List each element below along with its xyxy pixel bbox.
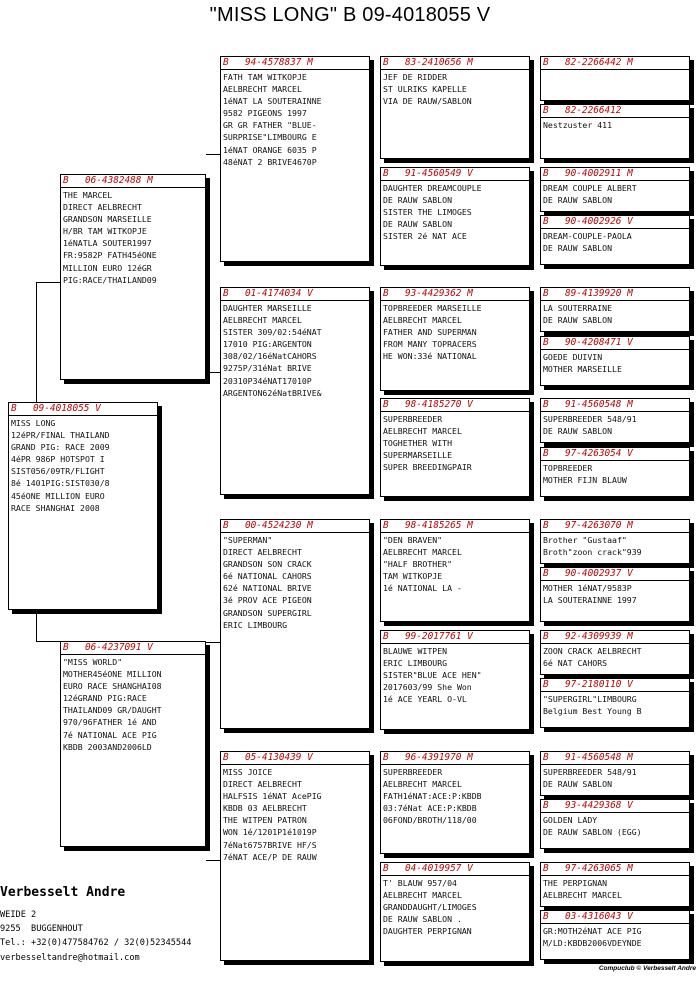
pigeon-ring: 98-4185270 V (405, 399, 473, 410)
pigeon-ring: 83-2410656 M (405, 57, 473, 68)
pigeon-note-line: T' BLAUW 957/04 (383, 878, 457, 888)
owner-phone: Tel.: +32(0)477584762 / 32(0)52345544 (0, 938, 192, 949)
pigeon-card-sds (380, 287, 530, 391)
pigeon-note-line: DAUGHTER MARSEILLE (223, 303, 312, 313)
pigeon-sex: B (383, 520, 389, 531)
pigeon-card-g5 (540, 287, 690, 332)
pigeon-notes (541, 644, 689, 669)
connector-line (36, 282, 37, 404)
pigeon-notes (541, 533, 689, 558)
pigeon-ring: 90-4002911 M (565, 168, 633, 179)
owner-address: WEIDE 2 (0, 910, 37, 920)
pigeon-note-line: DREAM COUPLE ALBERT (543, 183, 637, 193)
pigeon-ring: 90-4208471 V (565, 337, 633, 348)
pigeon-notes (9, 416, 157, 514)
pigeon-note-line: DAUGHTER PERPIGNAN (383, 926, 472, 937)
pigeon-header (381, 631, 529, 644)
pigeon-note-line: 4éPR 986P HOTSPOT I (11, 454, 105, 465)
pigeon-sex: B (543, 863, 549, 874)
owner-contact (0, 908, 191, 965)
pigeon-sex: B (383, 399, 389, 410)
pigeon-ring: 01-4174034 V (245, 288, 313, 299)
pigeon-note-line: AELBRECHT MARCEL (223, 315, 302, 326)
pigeon-header (381, 168, 529, 181)
pigeon-note-line: SUPERBREEDER 548/91 (543, 414, 637, 424)
pigeon-note-line: EURO RACE SHANGHAI08 (63, 681, 162, 692)
pigeon-sex: B (543, 337, 549, 348)
pigeon-note-line: 7éNat6757BRIVE HF/S (223, 839, 317, 850)
pigeon-note-line: DE RAUW SABLON (543, 426, 613, 437)
pigeon-notes (541, 412, 689, 437)
pigeon-note-line: 48éNAT 2 BRIVE4670P (223, 156, 317, 167)
pigeon-ring: 99-2017761 V (405, 631, 473, 642)
pigeon-note-line: SUPERBREEDER (383, 767, 443, 777)
pigeon-note-line: DE RAUW SABLON (383, 219, 453, 230)
pigeon-note-line: SISTER 309/02:54éNAT (223, 327, 322, 338)
pigeon-card-sire (60, 174, 206, 380)
pigeon-card-dam (60, 641, 206, 847)
owner-city: 9255 BUGGENHOUT (0, 924, 83, 935)
pigeon-note-line: FATH TAM WITKOPJE (223, 72, 307, 82)
pigeon-header (381, 57, 529, 70)
pigeon-note-line: ERIC LIMBOURG (223, 619, 288, 630)
pigeon-ring: 06-4382488 M (85, 175, 153, 186)
pigeon-notes (541, 70, 689, 71)
pigeon-header (541, 800, 689, 813)
pigeon-header (541, 288, 689, 301)
pigeon-card-g3 (540, 167, 690, 212)
pigeon-card-g1 (540, 56, 690, 101)
pigeon-note-line: TOGHETHER WITH (383, 438, 453, 449)
pigeon-notes (381, 533, 529, 594)
pigeon-sex: B (223, 288, 229, 299)
pigeon-note-line: GRANDSON SUPERGIRL (223, 607, 312, 618)
pigeon-header (541, 168, 689, 181)
pigeon-note-line: THE PERPIGNAN (543, 878, 608, 888)
pigeon-sex: B (383, 631, 389, 642)
pigeon-sex: B (543, 57, 549, 68)
pigeon-card-g2 (540, 104, 690, 159)
pigeon-card-sss (380, 56, 530, 159)
pigeon-notes (541, 924, 689, 949)
pigeon-ring: 93-4429368 V (565, 800, 633, 811)
pigeon-sex: B (223, 57, 229, 68)
pigeon-ring: 98-4185265 M (405, 520, 473, 531)
pigeon-ring: 97-2180110 V (565, 679, 633, 690)
pigeon-note-line: KBDB 03 AELBRECHT (223, 803, 307, 814)
page-title: "MISS LONG" B 09-4018055 V (209, 4, 491, 26)
pigeon-note-line: RACE SHANGHAI 2008 (11, 502, 100, 513)
pigeon-card-sdd (380, 398, 530, 497)
pigeon-note-line: PIG:RACE/THAILAND09 (63, 274, 157, 285)
pigeon-card-g14 (540, 799, 690, 849)
pigeon-header (221, 520, 369, 533)
pigeon-note-line: 03:7éNat ACE:P:KBDB (383, 803, 477, 814)
pigeon-card-g9 (540, 519, 690, 564)
pigeon-note-line: 8é 1401PIG:SIST030/8 (11, 478, 110, 489)
pigeon-note-line: "HALF BROTHER" (383, 559, 453, 570)
pigeon-header (381, 288, 529, 301)
pigeon-note-line: FATH1éNAT:ACE:P:KBDB (383, 791, 482, 802)
pigeon-header (541, 337, 689, 350)
pigeon-notes (541, 692, 689, 717)
pigeon-header (221, 752, 369, 765)
pigeon-note-line: KBDB 2003AND2006LD (63, 741, 152, 752)
pigeon-card-g13 (540, 751, 690, 796)
pigeon-notes (221, 301, 369, 399)
pigeon-note-line: 9275P/31éNat BRIVE (223, 363, 312, 374)
pigeon-header (61, 642, 205, 655)
pigeon-notes (541, 461, 689, 486)
pigeon-sex: B (383, 288, 389, 299)
pigeon-ring: 91-4560548 M (565, 399, 633, 410)
pigeon-note-line: HE WON:33é NATIONAL (383, 351, 477, 362)
pigeon-note-line: JEF DE RIDDER (383, 72, 448, 82)
copyright: Compuclub © Verbesselt Andre (598, 965, 696, 972)
pigeon-header (9, 403, 157, 416)
pigeon-note-line: 06FOND/BROTH/118/00 (383, 815, 477, 826)
pigeon-note-line: SIST056/09TR/FLIGHT (11, 466, 105, 477)
pigeon-sex: B (383, 57, 389, 68)
pigeon-header (541, 631, 689, 644)
pigeon-header (541, 448, 689, 461)
pigeon-note-line: 20310P34éNAT17010P (223, 375, 312, 386)
pigeon-sex: B (543, 568, 549, 579)
pigeon-notes (381, 876, 529, 937)
pigeon-note-line: DE RAUW SABLON . (383, 914, 462, 925)
pigeon-note-line: MOTHER MARSEILLE (543, 364, 622, 375)
pigeon-header (221, 288, 369, 301)
pigeon-note-line: DE RAUW SABLON (543, 779, 613, 790)
pigeon-note-line: AELBRECHT MARCEL (383, 315, 462, 326)
pigeon-note-line: SURPRISE"LIMBOURG E (223, 132, 317, 143)
connector-line (206, 860, 220, 861)
pigeon-note-line: DIRECT AELBRECHT (223, 547, 302, 558)
pigeon-sex: B (543, 631, 549, 642)
pigeon-ring: 97-4263070 M (565, 520, 633, 531)
pigeon-note-line: ARGENTON62éNatBRIVE& (223, 387, 322, 398)
pigeon-notes (541, 765, 689, 790)
pigeon-note-line: M/LD:KBDB2006VDEYNDE (543, 938, 642, 949)
pigeon-note-line: "SUPERGIRL"LIMBOURG (543, 694, 637, 704)
pigeon-note-line: 17010 PIG:ARGENTON (223, 339, 312, 350)
pigeon-header (541, 520, 689, 533)
owner-email[interactable]: verbesseltandre@hotmail.com (0, 952, 140, 963)
pigeon-notes (381, 70, 529, 107)
pigeon-note-line: H/BR TAM WITKOPJE (63, 226, 147, 237)
pigeon-notes (381, 301, 529, 362)
pigeon-note-line: GOLDEN LADY (543, 815, 598, 825)
pigeon-note-line: 62é NATIONAL BRIVE (223, 583, 312, 594)
pigeon-notes (381, 644, 529, 705)
pigeon-notes (61, 655, 205, 753)
connector-line (206, 372, 220, 373)
pigeon-header (381, 399, 529, 412)
pigeon-header (221, 57, 369, 70)
pigeon-note-line: 6é NAT CAHORS (543, 658, 608, 669)
pigeon-note-line: 9582 PIGEONS 1997 (223, 108, 307, 119)
pigeon-sex: B (11, 403, 17, 414)
pigeon-note-line: THE WITPEN PATRON (223, 815, 307, 826)
pigeon-note-line: GOEDE DUIVIN (543, 352, 603, 362)
pigeon-note-line: "SUPERMAN" (223, 535, 273, 545)
pigeon-note-line: MOTHER 1éNAT/9583P (543, 583, 632, 593)
pigeon-sex: B (543, 288, 549, 299)
pigeon-header (541, 57, 689, 70)
pigeon-ring: 00-4524230 M (245, 520, 313, 531)
pigeon-note-line: 7éNAT ACE/P DE RAUW (223, 851, 317, 862)
pigeon-notes (61, 188, 205, 286)
pigeon-ring: 06-4237091 V (85, 642, 153, 653)
pigeon-note-line: DE RAUW SABLON (EGG) (543, 827, 642, 838)
pigeon-card-g6 (540, 336, 690, 386)
pigeon-header (541, 105, 689, 118)
pigeon-note-line: ERIC LIMBOURG (383, 658, 448, 669)
pigeon-notes (541, 813, 689, 838)
pigeon-note-line: GR GR FATHER "BLUE- (223, 120, 317, 131)
pigeon-ring: 97-4263065 M (565, 863, 633, 874)
pigeon-note-line: THAILAND09 GR/DAUGHT (63, 705, 162, 716)
pigeon-note-line: FATHER AND SUPERMAN (383, 327, 477, 338)
pigeon-note-line: SISTER THE LIMOGES (383, 207, 472, 218)
pigeon-notes (541, 229, 689, 254)
pigeon-notes (541, 581, 689, 606)
connector-line (36, 608, 37, 642)
pigeon-note-line: AELBRECHT MARCEL (383, 779, 462, 790)
pigeon-header (61, 175, 205, 188)
pigeon-sex: B (543, 800, 549, 811)
pigeon-note-line: SISTER 2é NAT ACE (383, 231, 467, 242)
pigeon-header (541, 752, 689, 765)
pigeon-card-g7 (540, 398, 690, 443)
pigeon-note-line: SUPERBREEDER (383, 414, 443, 424)
pigeon-note-line: 3é PROV ACE PIGEON (223, 595, 312, 606)
pigeon-note-line: DREAM-COUPLE-PAOLA (543, 231, 632, 241)
pigeon-ring: 96-4391970 M (405, 752, 473, 763)
connector-line (36, 282, 60, 283)
pigeon-notes (541, 181, 689, 206)
pigeon-note-line: DE RAUW SABLON (383, 195, 453, 206)
pigeon-sex: B (223, 752, 229, 763)
pigeon-card-ss (220, 56, 370, 262)
pigeon-note-line: "DEN BRAVEN" (383, 535, 443, 545)
pigeon-card-g16 (540, 910, 690, 960)
pigeon-card-dd (220, 751, 370, 961)
pigeon-note-line: Brother "Gustaaf" (543, 535, 627, 545)
pigeon-note-line: 12éPR/FINAL THAILAND (11, 430, 110, 441)
connector-line (36, 641, 60, 642)
pigeon-note-line: TOPBREEDER (543, 463, 593, 473)
pigeon-card-dss (380, 519, 530, 622)
pigeon-note-line: AELBRECHT MARCEL (383, 890, 462, 901)
pigeon-card-dsd (380, 630, 530, 730)
pigeon-header (541, 911, 689, 924)
pigeon-sex: B (543, 911, 549, 922)
pigeon-card-ddd (380, 862, 530, 962)
pigeon-note-line: THE MARCEL (63, 190, 113, 200)
pigeon-card-g15 (540, 862, 690, 907)
pigeon-ring: 04-4019957 V (405, 863, 473, 874)
pigeon-note-line: DIRECT AELBRECHT (63, 202, 142, 213)
pigeon-header (541, 568, 689, 581)
pigeon-notes (221, 70, 369, 168)
pigeon-sex: B (223, 520, 229, 531)
pigeon-sex: B (543, 105, 549, 116)
pigeon-sex: B (63, 642, 69, 653)
pigeon-notes (381, 765, 529, 826)
pigeon-note-line: GRANDSON MARSEILLE (63, 214, 152, 225)
pigeon-note-line: Nestzuster 411 (543, 120, 613, 130)
pigeon-card-sd (220, 287, 370, 495)
pigeon-note-line: SISTER"BLUE ACE HEN" (383, 670, 482, 681)
pigeon-card-ds (220, 519, 370, 729)
pigeon-ring: 03-4316043 V (565, 911, 633, 922)
pigeon-note-line: 12éGRAND PIG:RACE (63, 693, 147, 704)
owner-name: Verbesselt Andre (0, 885, 126, 900)
pigeon-note-line: FR:9582P FATH45éONE (63, 250, 157, 261)
connector-line (206, 642, 220, 643)
pigeon-header (381, 520, 529, 533)
pigeon-note-line: MISS LONG (11, 418, 56, 428)
pigeon-note-line: 2017603/99 She Won (383, 682, 472, 693)
pigeon-notes (221, 533, 369, 631)
pigeon-note-line: GR:MOTH2éNAT ACE PIG (543, 926, 642, 936)
pigeon-card-g10 (540, 567, 690, 622)
pigeon-sex: B (383, 168, 389, 179)
pigeon-note-line: GRANDDAUGHT/LIMOGES (383, 902, 477, 913)
pigeon-ring: 93-4429362 M (405, 288, 473, 299)
pigeon-note-line: 1éNAT LA SOUTERAINNE (223, 96, 322, 107)
pigeon-notes (541, 350, 689, 375)
pigeon-ring: 09-4018055 V (33, 403, 101, 414)
pigeon-sex: B (543, 448, 549, 459)
pigeon-note-line: ZOON CRACK AELBRECHT (543, 646, 642, 656)
pigeon-sex: B (383, 863, 389, 874)
pigeon-note-line: Broth"zoon crack"939 (543, 547, 642, 558)
pigeon-header (541, 216, 689, 229)
pigeon-note-line: 1éNAT ORANGE 6035 P (223, 144, 317, 155)
pigeon-note-line: DE RAUW SABLON (543, 195, 613, 206)
pigeon-note-line: MOTHER45éONE MILLION (63, 669, 162, 680)
pigeon-note-line: AELBRECHT MARCEL (383, 426, 462, 437)
pigeon-sex: B (543, 752, 549, 763)
pigeon-note-line: TOPBREEDER MARSEILLE (383, 303, 482, 313)
pigeon-note-line: 308/02/16éNatCAHORS (223, 351, 317, 362)
pigeon-note-line: DE RAUW SABLON (543, 315, 613, 326)
pigeon-ring: 92-4309939 M (565, 631, 633, 642)
pigeon-notes (381, 412, 529, 473)
pigeon-note-line: MOTHER FIJN BLAUW (543, 475, 627, 486)
pigeon-note-line: 1é ACE YEARL O-VL (383, 694, 467, 705)
pigeon-notes (381, 181, 529, 242)
pigeon-sex: B (543, 168, 549, 179)
pigeon-note-line: 6é NATIONAL CAHORS (223, 571, 312, 582)
pigeon-sex: B (63, 175, 69, 186)
pigeon-ring: 90-4002926 V (565, 216, 633, 227)
pigeon-note-line: DAUGHTER DREAMCOUPLE (383, 183, 482, 193)
pigeon-note-line: MISS JOICE (223, 767, 273, 777)
connector-line (206, 154, 220, 155)
pigeon-note-line: FROM MANY TOPRACERS (383, 339, 477, 350)
pigeon-ring: 91-4560549 V (405, 168, 473, 179)
pigeon-card-g12 (540, 678, 690, 728)
pigeon-header (541, 679, 689, 692)
pigeon-card-g8 (540, 447, 690, 497)
pigeon-note-line: HALFSIS 1éNAT AcePIG (223, 791, 322, 802)
pigeon-sex: B (543, 679, 549, 690)
pigeon-header (381, 863, 529, 876)
pigeon-ring: 94-4578837 M (245, 57, 313, 68)
pigeon-note-line: 1éNATLA SOUTER1997 (63, 238, 152, 249)
pigeon-note-line: MILLION EURO 12éGR (63, 262, 152, 273)
pigeon-notes (541, 301, 689, 326)
pigeon-note-line: DE RAUW SABLON (543, 243, 613, 254)
pigeon-note-line: LA SOUTERRAINE (543, 303, 613, 313)
pigeon-sex: B (383, 752, 389, 763)
pigeon-note-line: 1é NATIONAL LA - (383, 583, 462, 594)
pigeon-note-line: "MISS WORLD" (63, 657, 123, 667)
pigeon-header (381, 752, 529, 765)
pigeon-notes (221, 765, 369, 863)
pigeon-note-line: WON 1é/1201P1é1019P (223, 827, 317, 838)
pigeon-header (541, 399, 689, 412)
pigeon-ring: 05-4130439 V (245, 752, 313, 763)
pigeon-note-line: AELBRECHT MARCEL (543, 890, 622, 901)
pigeon-note-line: 970/96FATHER 1é AND (63, 717, 157, 728)
pigeon-ring: 91-4560548 M (565, 752, 633, 763)
pigeon-ring: 90-4002937 V (565, 568, 633, 579)
pigeon-note-line: Belgium Best Young B (543, 706, 642, 717)
pigeon-note-line: VIA DE RAUW/SABLON (383, 96, 472, 107)
pigeon-note-line: LA SOUTERAINNE 1997 (543, 595, 637, 606)
pigeon-ring: 89-4139920 M (565, 288, 633, 299)
pigeon-sex: B (543, 520, 549, 531)
pigeon-card-ssd (380, 167, 530, 266)
pigeon-notes (541, 118, 689, 131)
pigeon-ring: 82-2266412 (565, 105, 622, 116)
pigeon-header (541, 863, 689, 876)
pigeon-note-line: ST ULRIKS KAPELLE (383, 84, 467, 95)
pigeon-sex: B (543, 399, 549, 410)
pigeon-note-line: SUPER BREEDINGPAIR (383, 462, 472, 473)
pigeon-note-line: TAM WITKOPJE (383, 571, 443, 582)
pigeon-note-line: BLAUWE WITPEN (383, 646, 448, 656)
pigeon-note-line: AELBRECHT MARCEL (223, 84, 302, 95)
pigeon-note-line: SUPERBREEDER 548/91 (543, 767, 637, 777)
pigeon-note-line: SUPERMARSEILLE (383, 450, 453, 461)
pigeon-note-line: GRANDSON SON CRACK (223, 559, 312, 570)
pigeon-card-g11 (540, 630, 690, 675)
pigeon-card-g4 (540, 215, 690, 265)
pigeon-sex: B (543, 216, 549, 227)
pigeon-note-line: GRAND PIG: RACE 2009 (11, 442, 110, 453)
pigeon-note-line: DIRECT AELBRECHT (223, 779, 302, 790)
pigeon-note-line: AELBRECHT MARCEL (383, 547, 462, 558)
pigeon-card-dds (380, 751, 530, 854)
pigeon-note-line: 45éONE MILLION EURO (11, 490, 105, 501)
pigeon-notes (541, 876, 689, 901)
pigeon-card-subject (8, 402, 158, 610)
pigeon-ring: 82-2266442 M (565, 57, 633, 68)
pigeon-ring: 97-4263054 V (565, 448, 633, 459)
pigeon-note-line: 7é NATIONAL ACE PIG (63, 729, 157, 740)
